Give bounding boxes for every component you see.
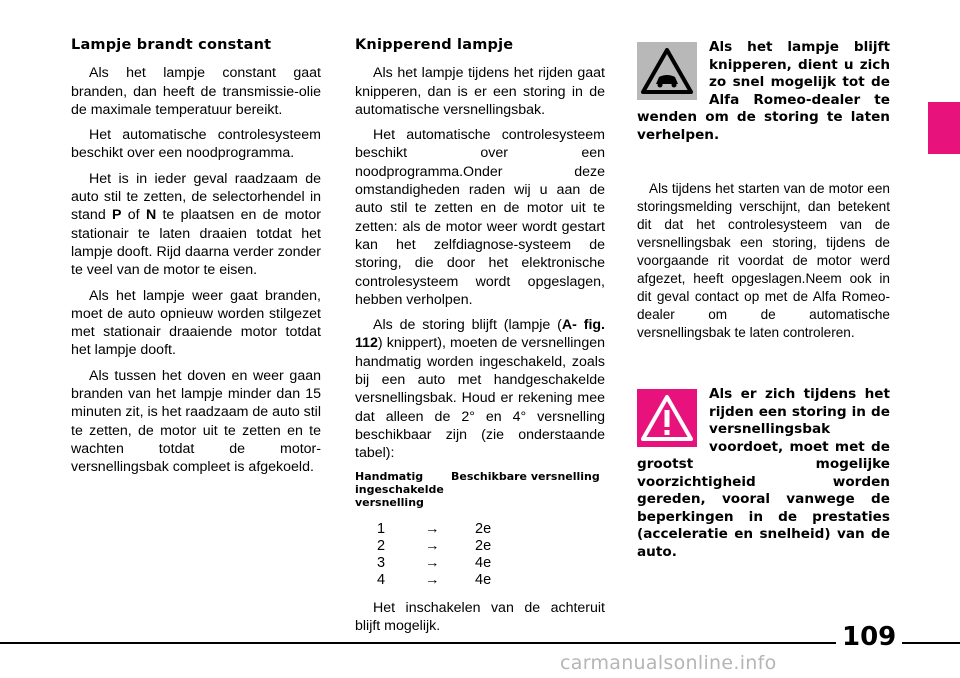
gear-table — [377, 521, 605, 589]
text: Het is in ieder geval raadzaam de auto stil te zetten, de selectorhendel in stand — [71, 170, 321, 224]
column-right — [637, 36, 890, 561]
gear-to: 2e — [475, 537, 492, 554]
heading-blinking-lamp: Knipperend lampje — [355, 37, 514, 53]
paragraph: Als het lampje constant gaat branden, dan heeft de transmissie-olie de maximale temperatuur bereikt. — [71, 65, 321, 118]
footer-rule — [0, 642, 960, 644]
heading-constant-lamp: Lampje brandt constant — [71, 37, 272, 53]
text: of — [121, 207, 146, 224]
arrow-icon: → — [425, 537, 440, 554]
gear-from: 4 — [377, 571, 386, 588]
paragraph: Als het lampje tijdens het rijden gaat knipperen, dan is er een storing in de automatische versnellingsbak. — [355, 65, 605, 118]
table-header-manual: Handmatig ingeschakelde versnelling — [355, 469, 444, 509]
danger-triangle-icon — [637, 389, 697, 447]
gear-to: 4e — [475, 571, 492, 588]
paragraph — [355, 316, 605, 462]
text: ) knippert), moeten de versnellingen handmatig worden ingeschakeld, zoals bij een auto met handgeschakelde versnellingsbak. Houd er rekening mee dat alleen de 2° en 4° versnelling beschikbaar zijn (zie onderstaande tabel): — [355, 335, 605, 462]
gear-n: N — [145, 207, 157, 224]
column-left — [71, 36, 321, 484]
warning-text: Als er zich tijdens het rijden een storing in de versnellingsbak voordoet, moet met de grootst mogelijke voorzichtigheid worden gereden, vooral vanwege de beperkingen in de prestaties (acceleratie en snelheid) van de auto. — [637, 386, 890, 560]
table-row — [377, 521, 605, 538]
warning-text: Als het lampje blijft knipperen, dient u zich zo snel mogelijk tot de Alfa Romeo-dealer te wenden om de storing te laten verhelpen. — [637, 39, 890, 143]
arrow-icon: → — [425, 520, 440, 537]
paragraph: Als tussen het doven en weer gaan branden van het lampje minder dan 15 minuten zit, is het raadzaam de auto stil te zetten, de motor uit te zetten en te wachten totdat de motor-versnellingsbak compleet is afgekoeld. — [71, 367, 321, 476]
paragraph: Als het lampje weer gaat branden, moet de auto opnieuw worden stilgezet met stationair draaiende motor totdat het lampje dooft. — [71, 287, 321, 359]
text: Als de storing blijft (lampje ( — [373, 317, 562, 334]
paragraph: Het automatische controlesysteem beschikt over een noodprogramma. — [71, 127, 321, 162]
section-tab — [928, 102, 960, 154]
gear-from: 2 — [377, 537, 386, 554]
startup-fault-note — [637, 180, 890, 342]
warning-box-blinking — [637, 39, 890, 144]
warning-box-driving-fault — [637, 386, 890, 561]
paragraph: Het automatische controlesysteem beschikt over een noodprogramma.Onder deze omstandigheden raden wij u aan de auto stil te zetten en de motor uit te zetten: als de motor weer wordt gestart kan het zelfdiagnose-systeem de storing, die door het elektronische controlesysteem wordt opgeslagen, hebben verholpen. — [355, 127, 605, 308]
watermark: carmanualsonline.info — [560, 652, 777, 674]
figure-reference: A- fig. 112 — [355, 317, 606, 352]
column-middle — [355, 36, 605, 642]
gear-table-header — [355, 470, 605, 509]
gear-to: 4e — [475, 554, 492, 571]
text: te plaatsen en de motor stationair te laten draaien totdat het lampje dooft. Rijd daarna verder zonder te veel van de motor te eisen. — [71, 207, 322, 279]
table-row — [377, 555, 605, 572]
car-warning-icon — [637, 42, 697, 100]
paragraph: Het inschakelen van de achteruit blijft mogelijk. — [355, 599, 605, 634]
gear-from: 3 — [377, 554, 386, 571]
table-row — [377, 572, 605, 589]
paragraph: Als tijdens het starten van de motor een storingsmelding verschijnt, dan betekent dit dat het controlesysteem van de versnellingsbak een storing, tijdens de voorgaande rit voordat de motor werd afgezet, heeft opgeslagen.Neem ook in dit geval contact op met de Alfa Romeo-dealer om de automatische versnellingsbak te laten controleren. — [637, 181, 890, 340]
gear-to: 2e — [475, 520, 492, 537]
arrow-icon: → — [425, 554, 440, 571]
page-number: 109 — [836, 622, 902, 652]
arrow-icon: → — [425, 571, 440, 588]
gear-from: 1 — [377, 520, 386, 537]
paragraph — [71, 170, 321, 280]
table-header-available: Beschikbare versnelling — [451, 469, 600, 483]
table-row — [377, 538, 605, 555]
gear-p: P — [112, 207, 122, 224]
